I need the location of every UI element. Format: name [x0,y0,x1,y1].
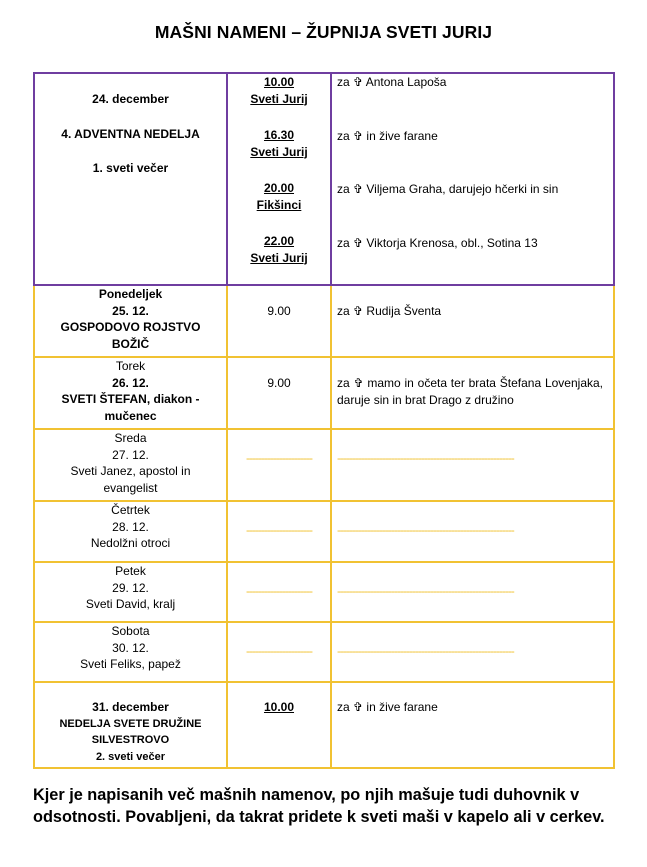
mass-time: 22.00 [263,234,295,248]
mass-place: Sveti Jurij [250,144,308,159]
date-label: 29. 12. [112,580,149,595]
table-row [34,429,614,501]
date-label: 30. 12. [112,640,149,655]
date-label: 27. 12. [112,447,149,462]
day-cell [34,73,227,285]
time-cell [227,501,331,562]
date-label: 26. 12. [112,375,149,390]
weekday-label: Sreda [114,431,147,445]
date-label: 25. 12. [112,303,149,318]
feast-sublabel: mučenec [104,408,157,423]
table-row [34,357,614,429]
time-cell [227,429,331,501]
time-cell [227,562,331,622]
weekday-label: Sobota [111,624,150,638]
mass-time: 9.00 [267,376,291,390]
weekday-label: Četrtek [111,503,150,517]
weekday-label: Ponedeljek [98,287,163,301]
date-label: 28. 12. [112,519,149,534]
page-title: MAŠNI NAMENI – ŽUPNIJA SVETI JURIJ [154,22,493,42]
time-cell [227,285,331,357]
feast-label: Nedolžni otroci [90,536,171,550]
feast-sublabel: BOŽIČ [111,336,150,351]
day-cell [34,622,227,682]
footer-note: Kjer je napisanih več mašnih namenov, po njih mašuje tudi duhovnik v odsotnosti. Povabljeni, da takrat pridete k sveti maši v kapelo ali v cerkev. [33,786,605,826]
day-cell [34,285,227,357]
feast-label: Sveti Feliks, papež [80,657,181,671]
day-cell [34,429,227,501]
mass-time: 10.00 [263,700,295,714]
mass-intent: za ✞ Viljema Graha, darujejo hčerki in sin [337,182,559,196]
mass-time: 9.00 [267,304,291,318]
mass-place: Sveti Jurij [250,91,308,106]
feast-label: Sveti David, kralj [85,597,176,611]
table-row [34,501,614,562]
blank-line: ----------------------------------------------------------- [337,523,514,537]
intent-cell [331,562,614,622]
time-cell [227,622,331,682]
table-row [34,73,614,285]
feast-label: 4. ADVENTNA NEDELJA [61,126,200,141]
intent-cell [331,429,614,501]
mass-time: 20.00 [263,181,295,195]
table-row [34,622,614,682]
date-label: 31. december [92,700,169,714]
intent-cell [331,73,614,285]
mass-place: Fikšinci [256,197,302,212]
feast-label: GOSPODOVO ROJSTVO [60,320,201,334]
mass-intent: za ✞ Antona Lapoša [337,75,447,89]
table-row [34,562,614,622]
blank-line: ----------------------------------------------------------- [337,584,514,598]
mass-intent: za ✞ Viktorja Krenosa, obl., Sotina 13 [337,235,538,250]
mass-time: 16.30 [263,128,295,142]
blank-line: ----------------------------------------------------------- [337,451,514,465]
day-cell [34,501,227,562]
feast-label: NEDELJA SVETE DRUŽINE [59,717,202,730]
feast-label: Sveti Janez, apostol in [70,464,191,478]
intent-cell [331,622,614,682]
date-label: 24. december [92,92,169,106]
mass-time: 10.00 [263,75,295,89]
mass-intent: za ✞ mamo in očeta ter brata Štefana Lovenjaka, daruje sin in brat Drago z družino [337,376,603,407]
time-cell [227,682,331,768]
blank-line: ---------------------- [246,644,312,658]
weekday-label: Petek [115,564,146,578]
feast-sublabel: 2. sveti večer [95,750,166,763]
table-row [34,682,614,768]
mass-place: Sveti Jurij [250,250,308,265]
day-cell [34,682,227,768]
weekday-label: Torek [115,359,146,373]
blank-line: ---------------------- [246,523,312,537]
blank-line: ---------------------- [246,584,312,598]
mass-schedule-table [33,72,615,769]
mass-intent: za ✞ Rudija Šventa [337,304,442,318]
intent-cell [331,285,614,357]
intent-cell [331,682,614,768]
time-cell [227,73,331,285]
blank-line: ---------------------- [246,451,312,465]
intent-cell [331,357,614,429]
mass-intent: za ✞ in žive farane [337,700,438,714]
table-row [34,285,614,357]
day-cell [34,357,227,429]
intent-cell [331,501,614,562]
feast-sublabel: evangelist [103,480,158,495]
feast-sublabel: 1. sveti večer [92,161,169,175]
blank-line: ----------------------------------------------------------- [337,644,514,658]
mass-intent: za ✞ in žive farane [337,128,438,143]
time-cell [227,357,331,429]
feast-label: SVETI ŠTEFAN, diakon - [61,392,200,406]
day-cell [34,562,227,622]
feast-label: SILVESTROVO [91,734,170,746]
